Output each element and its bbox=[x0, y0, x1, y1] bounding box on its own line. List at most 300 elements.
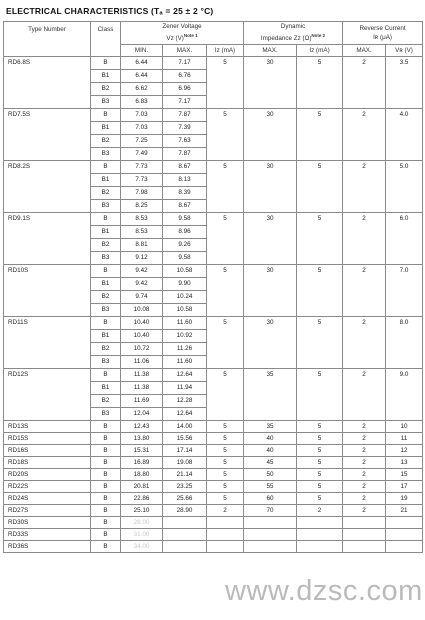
header-dynamic-impedance: Dynamic Impedance Zz $(\Omega)^{Note 2}$ bbox=[244, 22, 343, 45]
table-row bbox=[4, 252, 423, 265]
zmax-cell bbox=[244, 517, 297, 529]
iz2-cell bbox=[297, 278, 343, 291]
vz-min-cell: 16.89 bbox=[121, 457, 163, 469]
imax-cell bbox=[343, 291, 386, 304]
vz-max-cell: 10.92 bbox=[163, 330, 207, 343]
vz-min-cell: 7.49 bbox=[121, 148, 163, 161]
class-cell: B2 bbox=[91, 239, 121, 252]
class-cell: B3 bbox=[91, 356, 121, 369]
vr-cell: 17 bbox=[386, 481, 423, 493]
electrical-characteristics-table bbox=[3, 21, 423, 553]
imax-cell: 2 bbox=[343, 481, 386, 493]
imax-cell: 2 bbox=[343, 213, 386, 226]
type-number-cell: RD22S bbox=[4, 481, 91, 493]
table-row bbox=[4, 174, 423, 187]
vr-cell bbox=[386, 517, 423, 529]
table-row bbox=[4, 213, 423, 226]
zmax-cell: 70 bbox=[244, 505, 297, 517]
vz-min-cell: 28.00 bbox=[121, 517, 163, 529]
header-iz: Iz (mA) bbox=[207, 45, 244, 57]
iz2-cell: 5 bbox=[297, 469, 343, 481]
class-cell: B bbox=[91, 109, 121, 122]
zmax-cell bbox=[244, 278, 297, 291]
imax-cell: 2 bbox=[343, 445, 386, 457]
iz2-cell bbox=[297, 226, 343, 239]
table-row bbox=[4, 481, 423, 493]
imax-cell bbox=[343, 122, 386, 135]
vz-max-cell: 7.63 bbox=[163, 135, 207, 148]
vr-cell bbox=[386, 200, 423, 213]
zmax-cell bbox=[244, 304, 297, 317]
class-cell: B bbox=[91, 317, 121, 330]
zmax-cell: 30 bbox=[244, 161, 297, 174]
iz2-cell bbox=[297, 135, 343, 148]
vz-min-cell: 6.44 bbox=[121, 70, 163, 83]
vr-cell bbox=[386, 304, 423, 317]
vz-max-cell: 10.58 bbox=[163, 304, 207, 317]
vr-cell: 15 bbox=[386, 469, 423, 481]
vz-min-cell: 11.38 bbox=[121, 382, 163, 395]
header-type-number: Type Number bbox=[4, 22, 91, 57]
table-row bbox=[4, 369, 423, 382]
vz-min-cell: 7.25 bbox=[121, 135, 163, 148]
class-cell: B1 bbox=[91, 382, 121, 395]
zmax-cell bbox=[244, 187, 297, 200]
nb left bbox=[4, 252, 91, 265]
iz2-cell: 5 bbox=[297, 265, 343, 278]
iz-cell bbox=[207, 529, 244, 541]
vz-max-cell: 9.26 bbox=[163, 239, 207, 252]
vr-cell bbox=[386, 83, 423, 96]
class-cell: B bbox=[91, 421, 121, 433]
vr-cell bbox=[386, 70, 423, 83]
header-max: MAX. bbox=[163, 45, 207, 57]
vr-cell: 6.0 bbox=[386, 213, 423, 226]
nb left bbox=[4, 330, 91, 343]
type-number-cell: RD30S bbox=[4, 517, 91, 529]
iz-cell: 5 bbox=[207, 109, 244, 122]
table-row bbox=[4, 356, 423, 369]
vr-cell: 12 bbox=[386, 445, 423, 457]
vz-min-cell: 11.06 bbox=[121, 356, 163, 369]
header-ir-max: MAX. bbox=[343, 45, 386, 57]
zmax-cell bbox=[244, 382, 297, 395]
iz-cell bbox=[207, 304, 244, 317]
vz-max-cell: 9.58 bbox=[163, 213, 207, 226]
table-row bbox=[4, 529, 423, 541]
vz-min-cell: 7.73 bbox=[121, 161, 163, 174]
imax-cell bbox=[343, 96, 386, 109]
vr-cell: 13 bbox=[386, 457, 423, 469]
iz-cell bbox=[207, 200, 244, 213]
table-row bbox=[4, 135, 423, 148]
imax-cell bbox=[343, 252, 386, 265]
header-min: MIN. bbox=[121, 45, 163, 57]
zmax-cell: 30 bbox=[244, 317, 297, 330]
vz-min-cell: 10.08 bbox=[121, 304, 163, 317]
iz2-cell: 2 bbox=[297, 505, 343, 517]
iz2-cell: 5 bbox=[297, 433, 343, 445]
class-cell: B bbox=[91, 505, 121, 517]
imax-cell: 2 bbox=[343, 421, 386, 433]
iz-cell: 5 bbox=[207, 161, 244, 174]
table-row bbox=[4, 395, 423, 408]
iz2-cell: 5 bbox=[297, 161, 343, 174]
watermark: www.dzsc.com bbox=[225, 575, 423, 607]
vr-cell bbox=[386, 252, 423, 265]
header-zener-voltage: Zener Voltage Vz $(V)^{Note 1}$ bbox=[121, 22, 244, 45]
vz-max-cell: 12.64 bbox=[163, 408, 207, 421]
vr-cell: 7.0 bbox=[386, 265, 423, 278]
class-cell: B bbox=[91, 213, 121, 226]
iz2-cell bbox=[297, 83, 343, 96]
iz-cell bbox=[207, 83, 244, 96]
type-number-cell: RD16S bbox=[4, 445, 91, 457]
nb left bbox=[4, 382, 91, 395]
nb left bbox=[4, 96, 91, 109]
table-row bbox=[4, 187, 423, 200]
class-cell: B3 bbox=[91, 96, 121, 109]
vr-cell bbox=[386, 187, 423, 200]
vr-cell bbox=[386, 395, 423, 408]
class-cell: B3 bbox=[91, 252, 121, 265]
class-cell: B bbox=[91, 433, 121, 445]
iz-cell bbox=[207, 96, 244, 109]
vr-cell bbox=[386, 135, 423, 148]
imax-cell bbox=[343, 239, 386, 252]
iz-cell bbox=[207, 278, 244, 291]
iz-cell bbox=[207, 135, 244, 148]
iz2-cell bbox=[297, 252, 343, 265]
iz2-cell bbox=[297, 408, 343, 421]
nb left bbox=[4, 135, 91, 148]
iz-cell: 5 bbox=[207, 421, 244, 433]
class-cell: B2 bbox=[91, 395, 121, 408]
table-row bbox=[4, 148, 423, 161]
zmax-cell: 30 bbox=[244, 213, 297, 226]
zmax-cell bbox=[244, 148, 297, 161]
vz-max-cell: 7.87 bbox=[163, 109, 207, 122]
table-row bbox=[4, 96, 423, 109]
vr-cell bbox=[386, 529, 423, 541]
class-cell: B bbox=[91, 457, 121, 469]
nb left bbox=[4, 239, 91, 252]
zmax-cell: 60 bbox=[244, 493, 297, 505]
nb left bbox=[4, 83, 91, 96]
vz-min-cell: 7.98 bbox=[121, 187, 163, 200]
vz-max-cell bbox=[163, 541, 207, 553]
class-cell: B1 bbox=[91, 122, 121, 135]
iz-cell: 5 bbox=[207, 457, 244, 469]
vr-cell bbox=[386, 291, 423, 304]
nb left bbox=[4, 122, 91, 135]
vz-min-cell: 8.25 bbox=[121, 200, 163, 213]
table-row bbox=[4, 421, 423, 433]
imax-cell bbox=[343, 226, 386, 239]
class-cell: B3 bbox=[91, 148, 121, 161]
nb left: RD9.1S bbox=[4, 213, 91, 226]
imax-cell bbox=[343, 330, 386, 343]
type-number-cell: RD27S bbox=[4, 505, 91, 517]
nb left bbox=[4, 200, 91, 213]
vz-min-cell: 12.04 bbox=[121, 408, 163, 421]
imax-cell bbox=[343, 382, 386, 395]
vz-min-cell: 11.38 bbox=[121, 369, 163, 382]
nb left bbox=[4, 356, 91, 369]
iz-cell bbox=[207, 187, 244, 200]
table-row bbox=[4, 226, 423, 239]
zmax-cell bbox=[244, 541, 297, 553]
type-number-cell: RD20S bbox=[4, 469, 91, 481]
zmax-cell bbox=[244, 408, 297, 421]
class-cell: B2 bbox=[91, 83, 121, 96]
vz-min-cell: 6.62 bbox=[121, 83, 163, 96]
iz2-cell bbox=[297, 200, 343, 213]
vz-max-cell: 8.67 bbox=[163, 200, 207, 213]
iz2-cell: 5 bbox=[297, 109, 343, 122]
vr-cell: 21 bbox=[386, 505, 423, 517]
iz-cell: 5 bbox=[207, 317, 244, 330]
zmax-cell: 40 bbox=[244, 433, 297, 445]
table-row bbox=[4, 541, 423, 553]
iz-cell: 2 bbox=[207, 505, 244, 517]
class-cell: B2 bbox=[91, 343, 121, 356]
class-cell: B2 bbox=[91, 135, 121, 148]
vz-min-cell: 9.12 bbox=[121, 252, 163, 265]
iz2-cell bbox=[297, 304, 343, 317]
vr-cell: 10 bbox=[386, 421, 423, 433]
imax-cell: 2 bbox=[343, 265, 386, 278]
iz-cell: 5 bbox=[207, 369, 244, 382]
nb left bbox=[4, 408, 91, 421]
vz-max-cell: 12.28 bbox=[163, 395, 207, 408]
class-cell: B2 bbox=[91, 187, 121, 200]
iz-cell bbox=[207, 517, 244, 529]
nb left: RD11S bbox=[4, 317, 91, 330]
class-cell: B bbox=[91, 517, 121, 529]
vr-cell bbox=[386, 96, 423, 109]
vr-cell: 9.0 bbox=[386, 369, 423, 382]
nb left bbox=[4, 304, 91, 317]
vz-max-cell: 6.96 bbox=[163, 83, 207, 96]
vr-cell: 19 bbox=[386, 493, 423, 505]
imax-cell: 2 bbox=[343, 161, 386, 174]
iz2-cell bbox=[297, 239, 343, 252]
vr-cell bbox=[386, 174, 423, 187]
table-row bbox=[4, 343, 423, 356]
nb left: RD8.2S bbox=[4, 161, 91, 174]
imax-cell bbox=[343, 135, 386, 148]
table-row bbox=[4, 200, 423, 213]
vz-min-cell: 9.42 bbox=[121, 278, 163, 291]
nb left: RD7.5S bbox=[4, 109, 91, 122]
table-row bbox=[4, 469, 423, 481]
zmax-cell bbox=[244, 529, 297, 541]
iz-cell bbox=[207, 395, 244, 408]
table-row bbox=[4, 239, 423, 252]
iz2-cell bbox=[297, 517, 343, 529]
iz2-cell bbox=[297, 356, 343, 369]
imax-cell bbox=[343, 395, 386, 408]
vz-max-cell: 23.25 bbox=[163, 481, 207, 493]
vz-min-cell: 25.10 bbox=[121, 505, 163, 517]
header-class: Class bbox=[91, 22, 121, 57]
table-row bbox=[4, 517, 423, 529]
iz-cell bbox=[207, 70, 244, 83]
iz2-cell bbox=[297, 187, 343, 200]
class-cell: B1 bbox=[91, 70, 121, 83]
vz-max-cell: 10.24 bbox=[163, 291, 207, 304]
table-row bbox=[4, 433, 423, 445]
table-row bbox=[4, 83, 423, 96]
vz-max-cell: 11.60 bbox=[163, 317, 207, 330]
class-cell: B3 bbox=[91, 304, 121, 317]
vz-min-cell: 34.00 bbox=[121, 541, 163, 553]
vz-min-cell: 10.72 bbox=[121, 343, 163, 356]
vz-max-cell: 19.08 bbox=[163, 457, 207, 469]
vz-min-cell: 10.40 bbox=[121, 317, 163, 330]
vr-cell: 4.0 bbox=[386, 109, 423, 122]
vz-max-cell: 28.90 bbox=[163, 505, 207, 517]
class-cell: B bbox=[91, 445, 121, 457]
iz2-cell: 5 bbox=[297, 445, 343, 457]
vr-cell bbox=[386, 226, 423, 239]
imax-cell: 2 bbox=[343, 369, 386, 382]
iz-cell bbox=[207, 408, 244, 421]
class-cell: B1 bbox=[91, 174, 121, 187]
iz2-cell bbox=[297, 70, 343, 83]
vz-max-cell: 8.67 bbox=[163, 161, 207, 174]
iz-cell: 5 bbox=[207, 57, 244, 70]
nb left: RD10S bbox=[4, 265, 91, 278]
type-number-cell: RD15S bbox=[4, 433, 91, 445]
iz2-cell bbox=[297, 529, 343, 541]
header-zz-max: MAX. bbox=[244, 45, 297, 57]
zmax-cell bbox=[244, 122, 297, 135]
iz2-cell bbox=[297, 541, 343, 553]
iz-cell: 5 bbox=[207, 481, 244, 493]
type-number-cell: RD36S bbox=[4, 541, 91, 553]
vz-max-cell: 9.58 bbox=[163, 252, 207, 265]
class-cell: B bbox=[91, 493, 121, 505]
iz-cell bbox=[207, 148, 244, 161]
zmax-cell: 55 bbox=[244, 481, 297, 493]
class-cell: B bbox=[91, 469, 121, 481]
table-row bbox=[4, 457, 423, 469]
table-row bbox=[4, 382, 423, 395]
table-row bbox=[4, 505, 423, 517]
table-row bbox=[4, 122, 423, 135]
vz-min-cell: 20.81 bbox=[121, 481, 163, 493]
vz-min-cell: 8.53 bbox=[121, 226, 163, 239]
header-reverse-current: Reverse Current Iʀ (μA) bbox=[343, 22, 423, 45]
imax-cell bbox=[343, 541, 386, 553]
table-row bbox=[4, 317, 423, 330]
vz-min-cell: 15.31 bbox=[121, 445, 163, 457]
iz-cell: 5 bbox=[207, 265, 244, 278]
vr-cell bbox=[386, 330, 423, 343]
iz-cell bbox=[207, 252, 244, 265]
zmax-cell bbox=[244, 70, 297, 83]
vz-min-cell: 7.73 bbox=[121, 174, 163, 187]
table-row bbox=[4, 304, 423, 317]
iz-cell bbox=[207, 343, 244, 356]
vz-max-cell bbox=[163, 517, 207, 529]
zmax-cell: 45 bbox=[244, 457, 297, 469]
table-row bbox=[4, 445, 423, 457]
vz-max-cell: 10.58 bbox=[163, 265, 207, 278]
nb left: RD12S bbox=[4, 369, 91, 382]
vz-max-cell: 12.64 bbox=[163, 369, 207, 382]
class-cell: B bbox=[91, 265, 121, 278]
iz-cell bbox=[207, 541, 244, 553]
iz-cell bbox=[207, 122, 244, 135]
vz-max-cell: 25.66 bbox=[163, 493, 207, 505]
nb left bbox=[4, 291, 91, 304]
iz-cell: 5 bbox=[207, 445, 244, 457]
iz2-cell: 5 bbox=[297, 493, 343, 505]
class-cell: B2 bbox=[91, 291, 121, 304]
class-cell: B1 bbox=[91, 330, 121, 343]
imax-cell bbox=[343, 83, 386, 96]
iz-cell bbox=[207, 291, 244, 304]
vr-cell bbox=[386, 356, 423, 369]
iz2-cell: 5 bbox=[297, 369, 343, 382]
vz-min-cell: 18.80 bbox=[121, 469, 163, 481]
nb left: RD6.8S bbox=[4, 57, 91, 70]
imax-cell bbox=[343, 200, 386, 213]
class-cell: B1 bbox=[91, 226, 121, 239]
table-row bbox=[4, 57, 423, 70]
iz-cell: 5 bbox=[207, 433, 244, 445]
vz-max-cell: 7.39 bbox=[163, 122, 207, 135]
vz-min-cell: 22.86 bbox=[121, 493, 163, 505]
vr-cell bbox=[386, 278, 423, 291]
zmax-cell bbox=[244, 356, 297, 369]
iz2-cell bbox=[297, 382, 343, 395]
zmax-cell bbox=[244, 239, 297, 252]
zmax-cell: 35 bbox=[244, 369, 297, 382]
iz2-cell bbox=[297, 330, 343, 343]
iz-cell bbox=[207, 239, 244, 252]
vz-max-cell: 8.13 bbox=[163, 174, 207, 187]
imax-cell bbox=[343, 174, 386, 187]
zmax-cell bbox=[244, 174, 297, 187]
zmax-cell bbox=[244, 330, 297, 343]
imax-cell: 2 bbox=[343, 493, 386, 505]
type-number-cell: RD24S bbox=[4, 493, 91, 505]
vr-cell: 8.0 bbox=[386, 317, 423, 330]
vz-min-cell: 9.74 bbox=[121, 291, 163, 304]
zmax-cell bbox=[244, 83, 297, 96]
class-cell: B bbox=[91, 529, 121, 541]
zmax-cell: 40 bbox=[244, 445, 297, 457]
class-cell: B bbox=[91, 161, 121, 174]
vz-min-cell: 9.42 bbox=[121, 265, 163, 278]
vz-max-cell: 7.87 bbox=[163, 148, 207, 161]
class-cell: B3 bbox=[91, 200, 121, 213]
imax-cell: 2 bbox=[343, 457, 386, 469]
zmax-cell bbox=[244, 252, 297, 265]
vz-min-cell: 8.81 bbox=[121, 239, 163, 252]
vz-min-cell: 11.69 bbox=[121, 395, 163, 408]
zmax-cell bbox=[244, 291, 297, 304]
zmax-cell: 30 bbox=[244, 109, 297, 122]
table-row bbox=[4, 330, 423, 343]
vz-max-cell: 14.00 bbox=[163, 421, 207, 433]
class-cell: B bbox=[91, 57, 121, 70]
iz2-cell bbox=[297, 395, 343, 408]
